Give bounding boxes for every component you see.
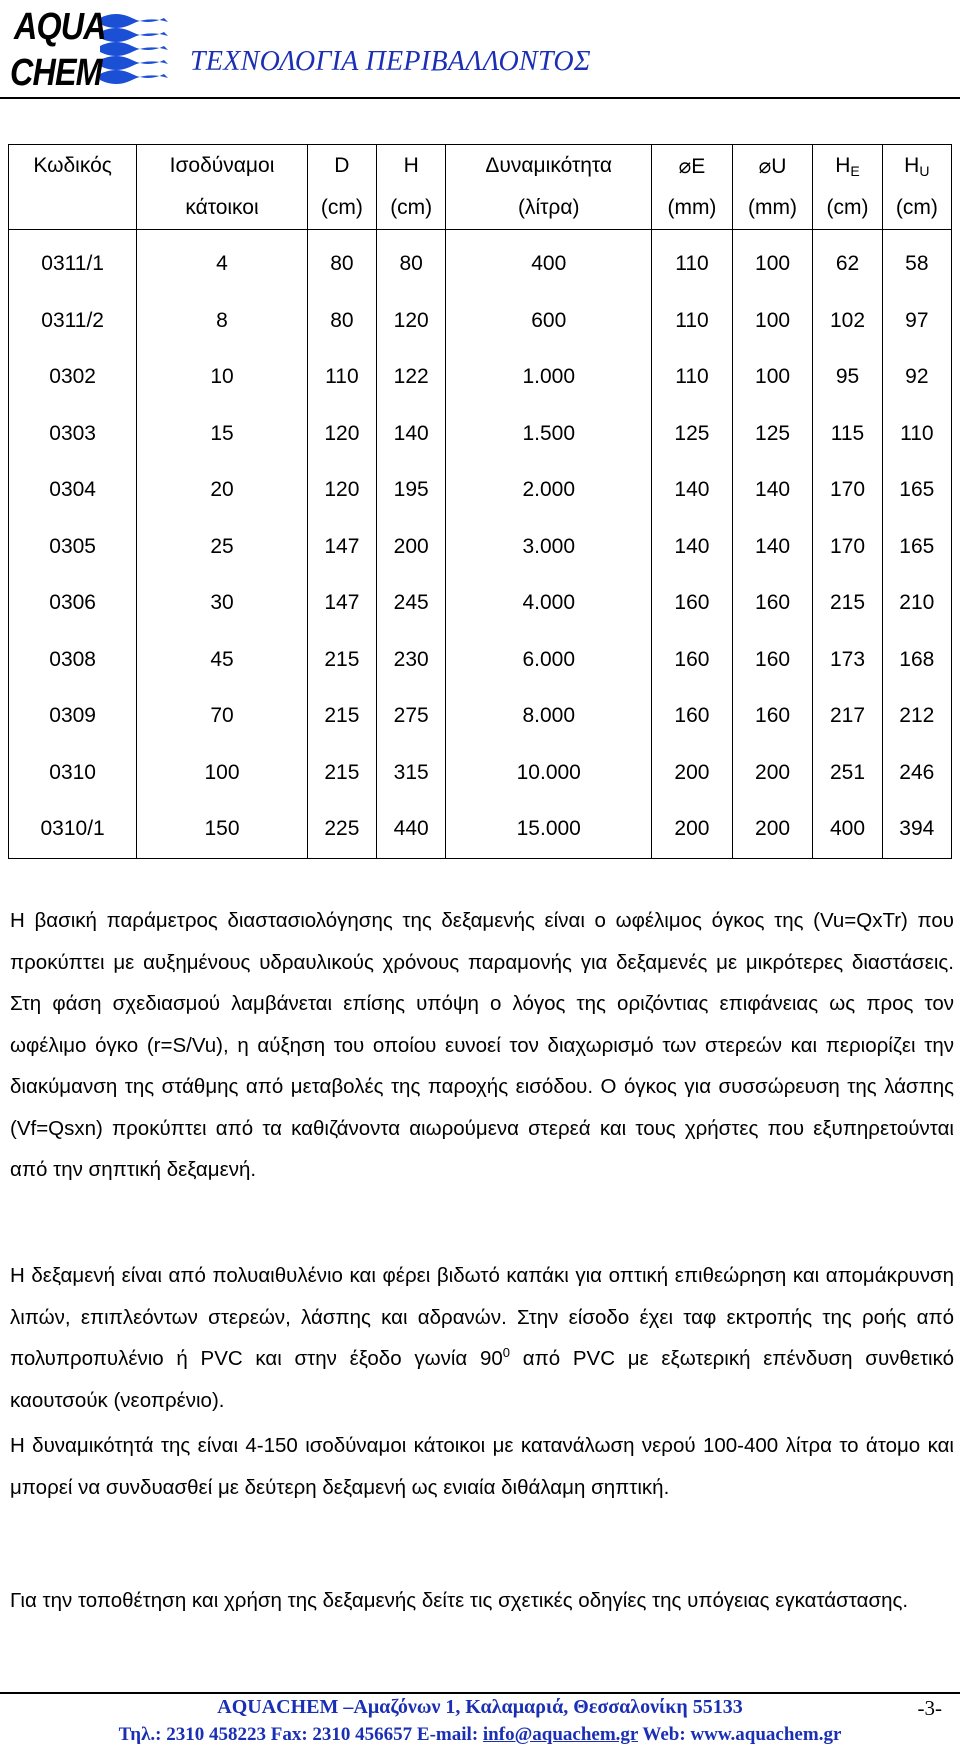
cell-capacity: 15.000: [446, 801, 652, 858]
page-number: -3-: [917, 1696, 942, 1720]
cell-inlet-height: 400: [813, 801, 882, 858]
cell-outlet-height: 210: [882, 575, 951, 632]
cell-height: 140: [377, 406, 446, 463]
company-logo: [6, 4, 176, 96]
cell-height: 80: [377, 230, 446, 293]
cell-inlet-height: 215: [813, 575, 882, 632]
cell-inlet-height: 170: [813, 519, 882, 576]
header-diameter: D: [307, 145, 376, 188]
cell-outlet-height: 110: [882, 406, 951, 463]
cell-diameter: 110: [307, 349, 376, 406]
cell-outlet-height: 92: [882, 349, 951, 406]
cell-diameter: 120: [307, 406, 376, 463]
cell-population-equivalent: 4: [137, 230, 307, 293]
cell-inlet-diameter: 140: [652, 462, 733, 519]
cell-capacity: 600: [446, 293, 652, 350]
cell-inlet-diameter: 200: [652, 801, 733, 858]
specifications-table: [8, 144, 952, 859]
table-row: [9, 688, 952, 745]
paragraph-material-main: Η δεξαμενή είναι από πολυαιθυλένιο και φέρει βιδωτό καπάκι για οπτική επιθεώρηση και απομάκρυνση λιπών, επιπλεόντων στερεών, λάσπης και αδρανών. Στην είσοδο έχει ταφ εκτροπής της ροής από πολυπροπυλένιο ή PVC και στην έξοδο γωνία 90: [10, 1264, 954, 1370]
header-code-unit: [9, 187, 137, 230]
cell-diameter: 215: [307, 632, 376, 689]
header-population-equivalent: Ισοδύναμοι: [137, 145, 307, 188]
page-header: [0, 0, 960, 100]
logo-text-aqua: AQUA: [14, 6, 106, 48]
cell-outlet-height: 168: [882, 632, 951, 689]
table-row: [9, 745, 952, 802]
cell-inlet-height: 115: [813, 406, 882, 463]
cell-inlet-height: 251: [813, 745, 882, 802]
cell-code: 0311/1: [9, 230, 137, 293]
cell-height: 230: [377, 632, 446, 689]
header-outlet-height: [882, 145, 951, 188]
header-inlet-height-sub: E: [850, 162, 860, 179]
cell-code: 0304: [9, 462, 137, 519]
table-row: [9, 632, 952, 689]
cell-height: 200: [377, 519, 446, 576]
cell-code: 0302: [9, 349, 137, 406]
cell-diameter: 120: [307, 462, 376, 519]
header-inlet-height-unit: (cm): [813, 187, 882, 230]
footer-contact: [0, 1724, 960, 1746]
paragraph-material: [10, 1255, 954, 1421]
cell-outlet-height: 165: [882, 519, 951, 576]
header-diameter-unit: (cm): [307, 187, 376, 230]
cell-outlet-height: 212: [882, 688, 951, 745]
table-row: [9, 349, 952, 406]
cell-inlet-diameter: 125: [652, 406, 733, 463]
header-outlet-diameter-unit: (mm): [732, 187, 813, 230]
table-row: [9, 519, 952, 576]
header-height-unit: (cm): [377, 187, 446, 230]
cell-outlet-diameter: 125: [732, 406, 813, 463]
table-row: [9, 230, 952, 293]
table-body: [9, 230, 952, 859]
cell-outlet-diameter: 200: [732, 745, 813, 802]
cell-capacity: 400: [446, 230, 652, 293]
header-title: ΤΕΧΝΟΛΟΓΙΑ ΠΕΡΙΒΑΛΛΟΝΤΟΣ: [190, 46, 591, 77]
cell-diameter: 80: [307, 230, 376, 293]
header-inlet-height: [813, 145, 882, 188]
table-row: [9, 462, 952, 519]
cell-outlet-diameter: 160: [732, 632, 813, 689]
cell-inlet-diameter: 200: [652, 745, 733, 802]
cell-inlet-diameter: 160: [652, 575, 733, 632]
header-outlet-height-sub: U: [919, 162, 930, 179]
cell-code: 0305: [9, 519, 137, 576]
paragraph-installation: Για την τοποθέτηση και χρήση της δεξαμενής δείτε τις σχετικές οδηγίες της υπόγειας εγκατάστασης.: [10, 1589, 909, 1612]
header-inlet-diameter: ⌀E: [652, 145, 733, 188]
cell-diameter: 147: [307, 575, 376, 632]
cell-diameter: 215: [307, 688, 376, 745]
cell-capacity: 2.000: [446, 462, 652, 519]
cell-inlet-height: 217: [813, 688, 882, 745]
cell-population-equivalent: 15: [137, 406, 307, 463]
logo-text-chem: CHEM: [10, 52, 102, 94]
cell-inlet-height: 102: [813, 293, 882, 350]
footer-divider: [0, 1692, 960, 1694]
cell-inlet-diameter: 160: [652, 688, 733, 745]
footer-address: AQUACHEM –Αμαζόνων 1, Καλαμαριά, Θεσσαλονίκη 55133: [217, 1696, 743, 1718]
cell-outlet-diameter: 100: [732, 230, 813, 293]
cell-capacity: 8.000: [446, 688, 652, 745]
cell-height: 275: [377, 688, 446, 745]
header-inlet-diameter-unit: (mm): [652, 187, 733, 230]
table-header-row-1: [9, 145, 952, 188]
cell-population-equivalent: 20: [137, 462, 307, 519]
cell-capacity: 1.000: [446, 349, 652, 406]
cell-outlet-diameter: 140: [732, 462, 813, 519]
header-inlet-height-main: H: [835, 153, 851, 177]
paragraph-material-tail: από PVC με εξωτερική επένδυση συνθετικό καουτσούκ (νεοπρένιο).: [10, 1347, 955, 1412]
cell-outlet-height: 165: [882, 462, 951, 519]
header-population-equivalent-unit: κάτοικοι: [137, 187, 307, 230]
cell-code: 0310/1: [9, 801, 137, 858]
footer-web-prefix: Web:: [638, 1724, 691, 1745]
cell-code: 0308: [9, 632, 137, 689]
table-row: [9, 406, 952, 463]
logo-waves-icon: [96, 8, 176, 96]
table-row: [9, 801, 952, 858]
cell-inlet-diameter: 110: [652, 349, 733, 406]
cell-population-equivalent: 100: [137, 745, 307, 802]
cell-diameter: 215: [307, 745, 376, 802]
table-row: [9, 293, 952, 350]
paragraph-design-parameters: Η βασική παράμετρος διαστασιολόγησης της δεξαμενής είναι ο ωφέλιμος όγκος της (Vu=QxTr) που προκύπτει με αυξημένους υδραυλικούς χρόνους παραμονής για δεξαμενές με μικρότερες διαστάσεις. Στη φάση σχεδιασμού λαμβάνεται επίσης υπόψη ο λόγος της οριζόντιας επιφάνειας ως προς τον ωφέλιμο όγκο (r=S/Vu), η αύξηση του οποίου ευνοεί τον διαχωρισμό των στερεών και περιορίζει την διακύμανση της στάθμης από μεταβολές της παροχής εισόδου. Ο όγκος για συσσώρευση της λάσπης (Vf=Qsxn) προκύπτει από τα καθιζάνοντα αιωρούμενα στερεά και τους χρήστες που εξυπηρετούνται από την σηπτική δεξαμενή.: [10, 909, 954, 1181]
cell-population-equivalent: 150: [137, 801, 307, 858]
footer-web-address[interactable]: www.aquachem.gr: [690, 1724, 842, 1745]
cell-inlet-height: 170: [813, 462, 882, 519]
cell-diameter: 147: [307, 519, 376, 576]
cell-population-equivalent: 70: [137, 688, 307, 745]
cell-height: 245: [377, 575, 446, 632]
cell-height: 315: [377, 745, 446, 802]
cell-inlet-height: 173: [813, 632, 882, 689]
cell-code: 0306: [9, 575, 137, 632]
cell-population-equivalent: 8: [137, 293, 307, 350]
cell-population-equivalent: 10: [137, 349, 307, 406]
cell-capacity: 3.000: [446, 519, 652, 576]
cell-inlet-diameter: 140: [652, 519, 733, 576]
cell-height: 120: [377, 293, 446, 350]
cell-code: 0309: [9, 688, 137, 745]
header-capacity: Δυναμικότητα: [446, 145, 652, 188]
cell-code: 0303: [9, 406, 137, 463]
cell-outlet-diameter: 100: [732, 349, 813, 406]
cell-outlet-diameter: 140: [732, 519, 813, 576]
footer-contact-prefix: Τηλ.: 2310 458223 Fax: 2310 456657 E-mail:: [118, 1724, 483, 1745]
header-height: H: [377, 145, 446, 188]
header-outlet-height-unit: (cm): [882, 187, 951, 230]
header-outlet-height-main: H: [904, 153, 920, 177]
cell-capacity: 1.500: [446, 406, 652, 463]
cell-height: 195: [377, 462, 446, 519]
header-outlet-diameter: ⌀U: [732, 145, 813, 188]
cell-outlet-height: 58: [882, 230, 951, 293]
cell-code: 0311/2: [9, 293, 137, 350]
cell-capacity: 4.000: [446, 575, 652, 632]
cell-inlet-height: 62: [813, 230, 882, 293]
cell-population-equivalent: 30: [137, 575, 307, 632]
cell-outlet-diameter: 160: [732, 575, 813, 632]
cell-population-equivalent: 45: [137, 632, 307, 689]
cell-outlet-height: 246: [882, 745, 951, 802]
header-capacity-unit: (λίτρα): [446, 187, 652, 230]
cell-capacity: 6.000: [446, 632, 652, 689]
table-header-row-2: [9, 187, 952, 230]
cell-inlet-diameter: 160: [652, 632, 733, 689]
cell-outlet-diameter: 160: [732, 688, 813, 745]
cell-height: 122: [377, 349, 446, 406]
cell-outlet-diameter: 200: [732, 801, 813, 858]
cell-inlet-diameter: 110: [652, 293, 733, 350]
cell-diameter: 225: [307, 801, 376, 858]
degree-superscript: 0: [502, 1345, 511, 1361]
paragraph-capacity: Η δυναμικότητά της είναι 4-150 ισοδύναμοι κάτοικοι με κατανάλωση νερού 100-400 λίτρα το άτομο και μπορεί να συνδυασθεί με δεύτερη δεξαμενή ως ενιαία διθάλαμη σηπτική.: [10, 1434, 954, 1499]
footer-email-link[interactable]: info@aquachem.gr: [482, 1724, 638, 1745]
cell-outlet-height: 97: [882, 293, 951, 350]
table-row: [9, 575, 952, 632]
header-divider: [0, 97, 960, 99]
cell-outlet-diameter: 100: [732, 293, 813, 350]
cell-population-equivalent: 25: [137, 519, 307, 576]
cell-height: 440: [377, 801, 446, 858]
cell-code: 0310: [9, 745, 137, 802]
cell-inlet-height: 95: [813, 349, 882, 406]
cell-diameter: 80: [307, 293, 376, 350]
cell-capacity: 10.000: [446, 745, 652, 802]
cell-outlet-height: 394: [882, 801, 951, 858]
header-code: Κωδικός: [9, 145, 137, 188]
cell-inlet-diameter: 110: [652, 230, 733, 293]
